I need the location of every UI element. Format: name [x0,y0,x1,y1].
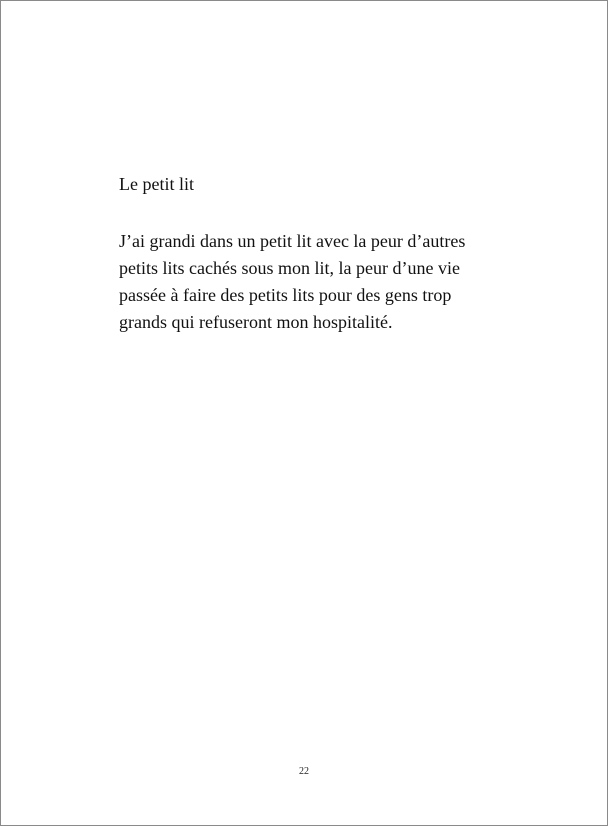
paragraph-line-1: J’ai grandi dans un petit lit avec la peur d’autres [119,231,466,251]
poem-paragraph [119,228,499,336]
paragraph-line-4: grands qui refuseront mon hospitalité. [119,312,393,332]
page-number: 22 [299,766,309,777]
paragraph-line-3: passée à faire des petits lits pour des gens trop [119,285,452,305]
poem-title: Le petit lit [119,174,194,194]
paragraph-line-2: petits lits cachés sous mon lit, la peur d’une vie [119,258,460,278]
